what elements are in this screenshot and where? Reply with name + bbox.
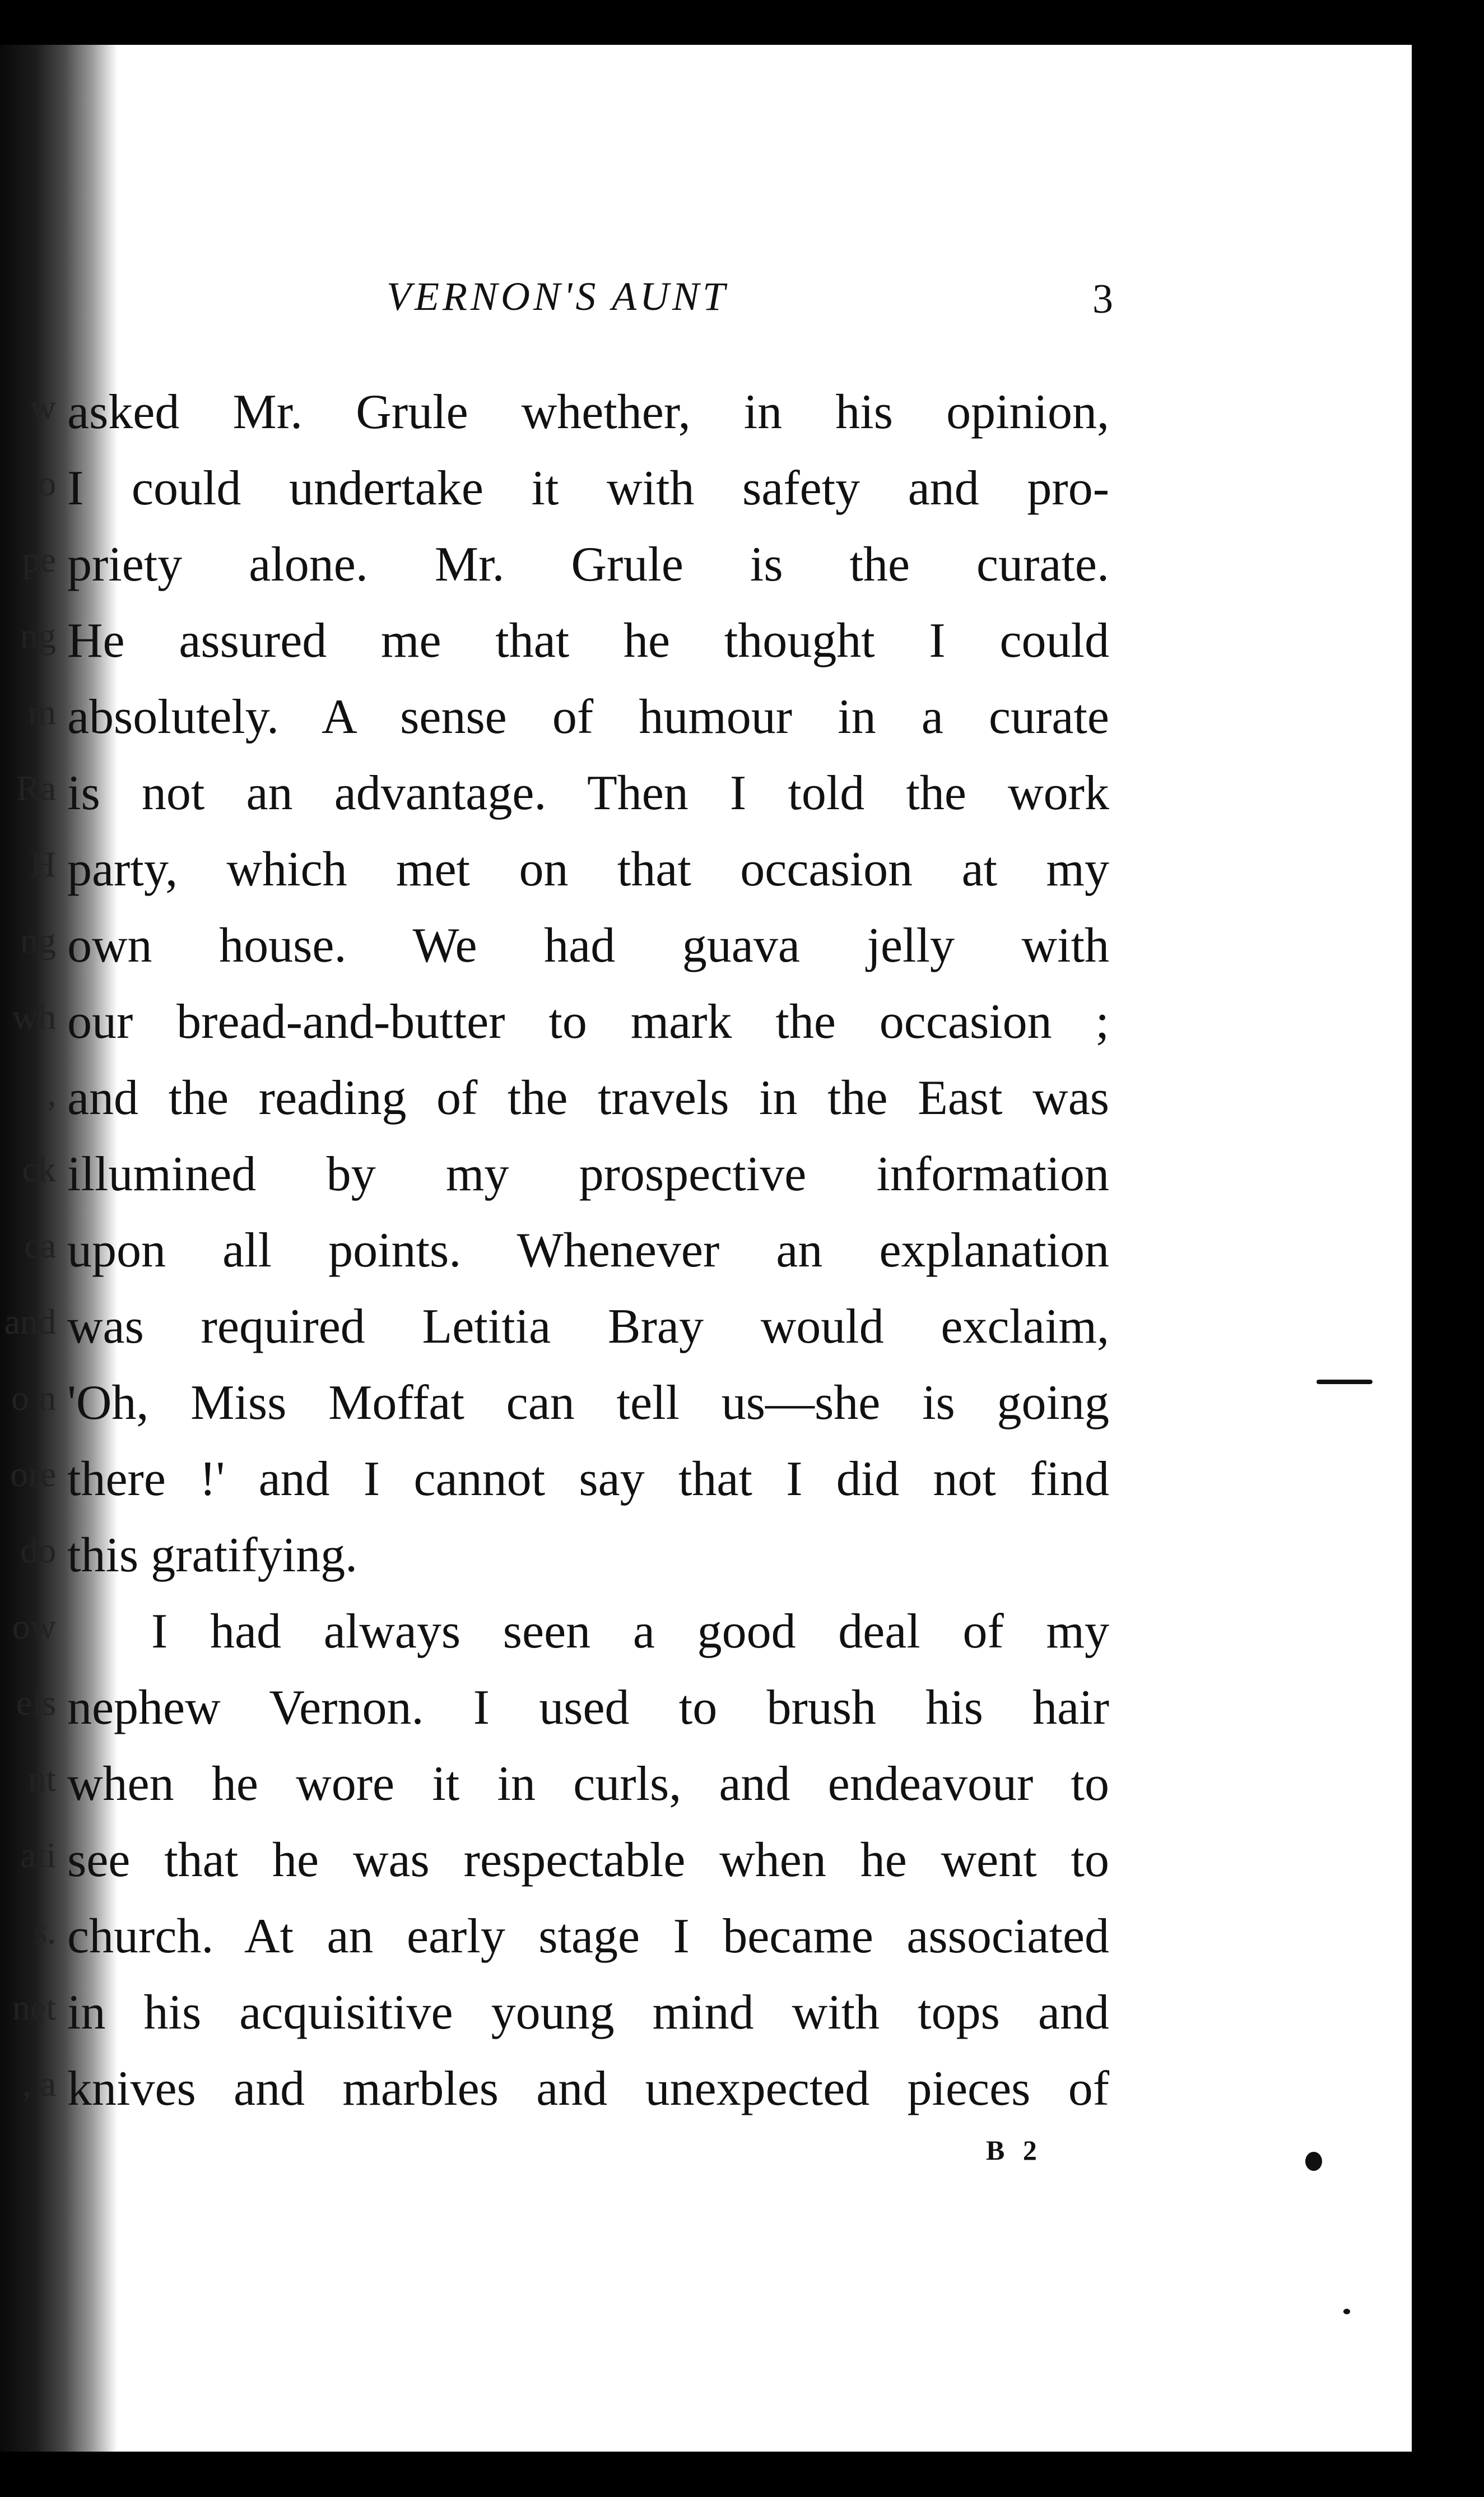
facing-page-fragment: o n — [11, 1378, 56, 1418]
facing-page-fragment: , — [47, 1073, 56, 1113]
text-line: asked Mr. Grule whether, in his opinion, — [67, 385, 1109, 439]
facing-page-fragment: ca — [24, 1226, 56, 1265]
facing-page-fragment: ng — [20, 616, 56, 656]
text-line: in his acquisitive young mind with tops and — [67, 1985, 1109, 2040]
text-line: illumined by my prospective information — [67, 1147, 1109, 1201]
text-line: I could undertake it with safety and pro- — [67, 461, 1109, 516]
ink-speck — [1305, 2152, 1322, 2171]
scan-border-top — [0, 0, 1484, 45]
page-number: 3 — [1092, 276, 1113, 322]
facing-page-fragment: m — [28, 692, 56, 732]
facing-page-fragment: ore — [10, 1454, 56, 1494]
text-line: is not an advantage. Then I told the work — [67, 766, 1109, 820]
text-line: own house. We had guava jelly with — [67, 918, 1109, 973]
facing-page-fragment: ck — [22, 1149, 56, 1189]
text-line: nephew Vernon. I used to brush his hair — [67, 1681, 1109, 1735]
signature-mark: B 2 — [986, 2134, 1043, 2166]
text-line: our bread-and-butter to mark the occasion ; — [67, 995, 1109, 1049]
facing-page-fragment: nt — [28, 1759, 56, 1799]
facing-page-fragment: o — [38, 463, 56, 503]
ink-speck — [1316, 1380, 1373, 1384]
text-line: I had always seen a good deal of my — [151, 1604, 1109, 1659]
text-line: He assured me that he thought I could — [67, 614, 1109, 668]
facing-page-fragment: and — [4, 1302, 56, 1342]
facing-page-fragment: Ra — [16, 768, 56, 808]
text-line: knives and marbles and unexpected pieces of — [67, 2062, 1109, 2116]
text-line: priety alone. Mr. Grule is the curate. — [67, 537, 1109, 592]
text-line: 'Oh, Miss Moffat can tell us—she is going — [67, 1376, 1109, 1430]
text-line: was required Letitia Bray would exclaim, — [67, 1299, 1109, 1354]
text-line: absolutely. A sense of humour in a curate — [67, 690, 1109, 744]
scan-border-right — [1412, 45, 1484, 2454]
scan-border-bottom — [0, 2452, 1484, 2497]
facing-page-fragment: , a — [22, 2064, 56, 2104]
ink-speck — [1343, 2309, 1350, 2314]
text-line: party, which met on that occasion at my — [67, 842, 1109, 897]
facing-page-fragment: pe — [22, 540, 56, 579]
text-line: there !' and I cannot say that I did not find — [67, 1452, 1109, 1506]
text-line: and the reading of the travels in the East was — [67, 1071, 1109, 1125]
facing-page-fragment: H — [30, 844, 56, 884]
text-line: upon all points. Whenever an explanation — [67, 1223, 1109, 1278]
running-head: VERNON'S AUNT — [387, 274, 729, 319]
facing-page-fragment: ow — [12, 1607, 56, 1646]
facing-page-fragment: wh — [12, 997, 56, 1037]
text-line: church. At an early stage I became associated — [67, 1909, 1109, 1964]
facing-page-fragment: do — [20, 1530, 56, 1570]
text-line: see that he was respectable when he went to — [67, 1833, 1109, 1887]
facing-page-fragment: w — [30, 387, 56, 427]
facing-page-fragment: net — [12, 1988, 56, 2027]
text-line: when he wore it in curls, and endeavour to — [67, 1757, 1109, 1811]
facing-page-fragment: s. — [33, 1911, 56, 1951]
text-line: this gratifying. — [67, 1528, 358, 1582]
facing-page-fragment: ati — [20, 1835, 56, 1875]
facing-page-fragment: ng — [20, 921, 56, 960]
facing-page-fragment: els — [16, 1683, 56, 1723]
body-text — [67, 374, 1109, 2127]
